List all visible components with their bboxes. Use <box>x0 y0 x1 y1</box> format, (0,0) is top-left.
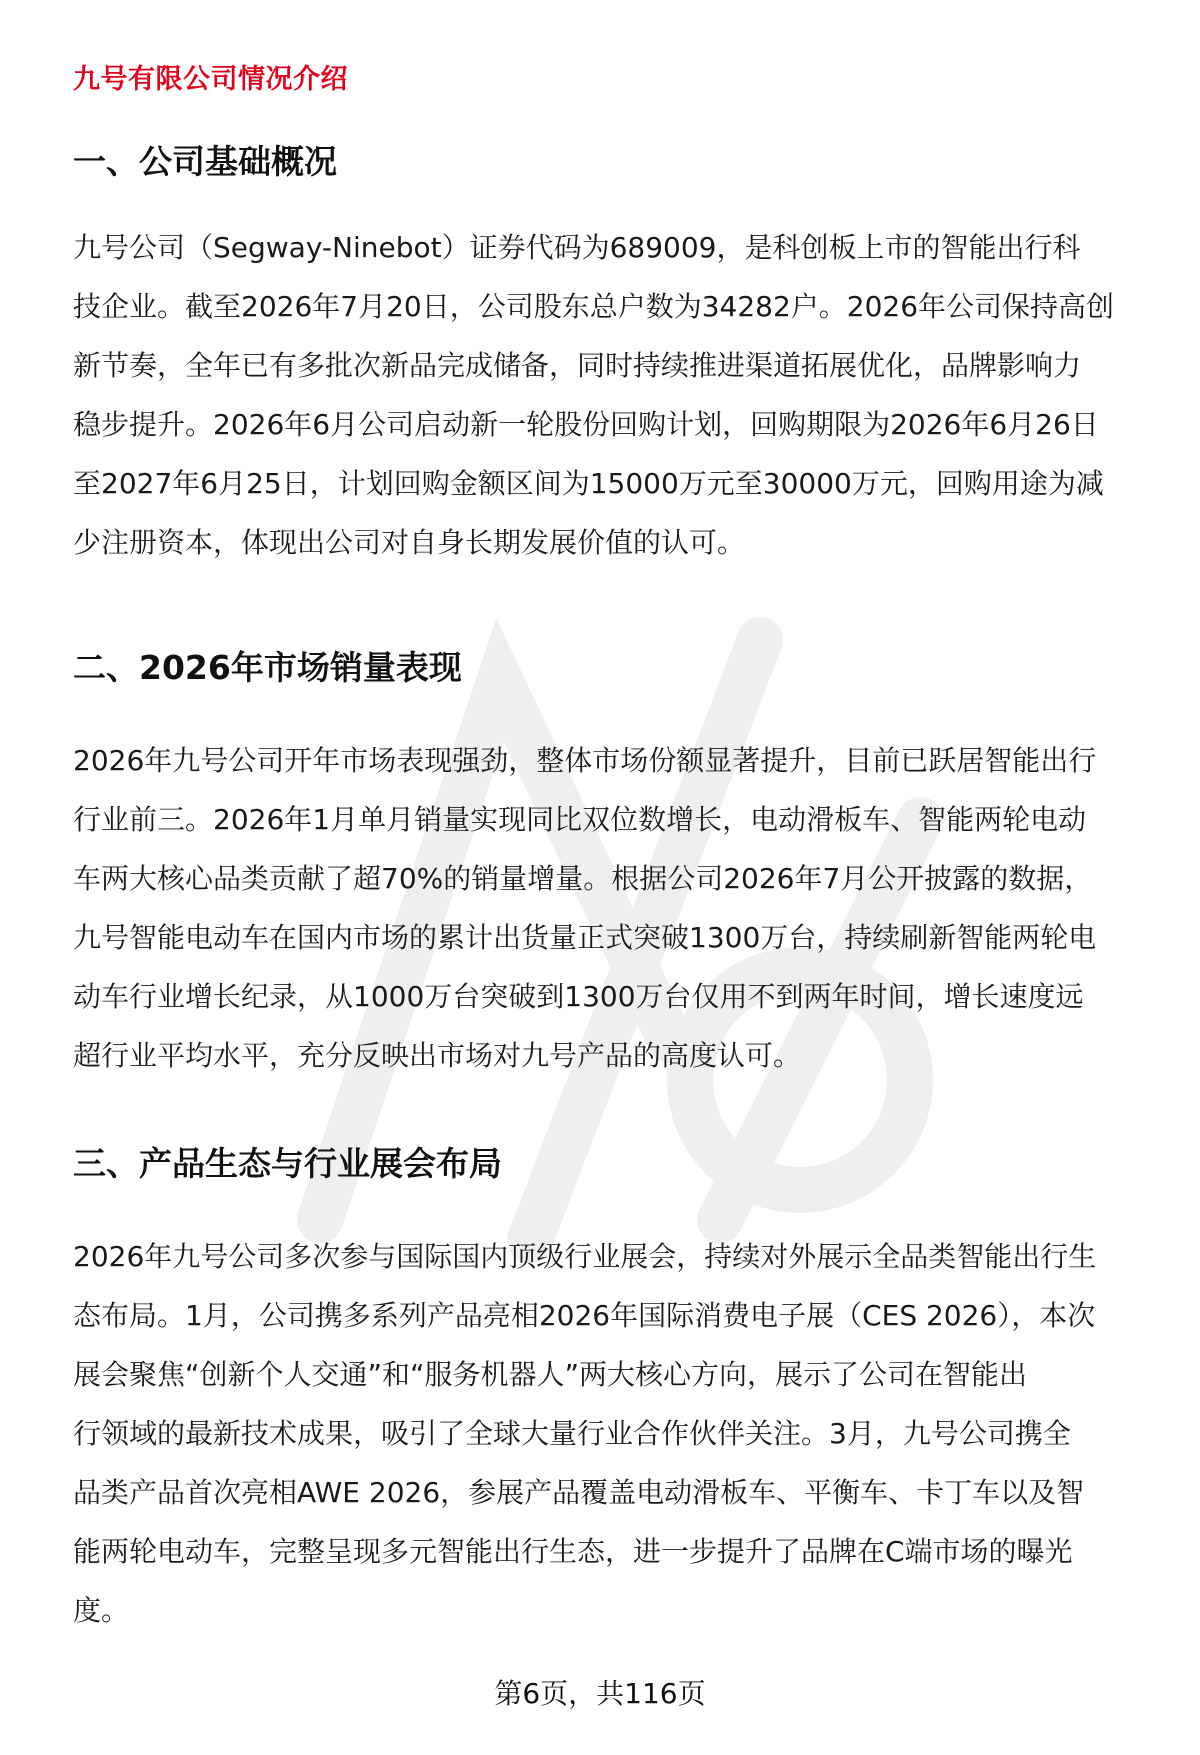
text-line: 行业前三。2026年1月单月销量实现同比双位数增长，电动滑板车、智能两轮电动 <box>73 803 1087 836</box>
text-line: 品类产品首次亮相AWE 2026，参展产品覆盖电动滑板车、平衡车、卡丁车以及智 <box>73 1476 1085 1509</box>
section-body-sales-performance <box>73 731 1143 1085</box>
section-heading-sales-performance: 二、2026年市场销量表现 <box>73 648 462 687</box>
text-line: 2026年九号公司开年市场表现强劲，整体市场份额显著提升，目前已跃居智能出行 <box>73 744 1097 777</box>
section-body-basic-overview <box>73 218 1143 572</box>
text-line: 展会聚焦“创新个人交通”和“服务机器人”两大核心方向，展示了公司在智能出 <box>73 1358 1028 1391</box>
text-line: 能两轮电动车，完整呈现多元智能出行生态，进一步提升了品牌在C端市场的曝光 <box>73 1535 1073 1568</box>
text-line: 九号公司（Segway-Ninebot）证券代码为689009，是科创板上市的智能出行科 <box>73 231 1081 264</box>
text-line: 行领域的最新技术成果，吸引了全球大量行业合作伙伴关注。3月，九号公司携全 <box>73 1417 1071 1450</box>
text-line: 少注册资本，体现出公司对自身长期发展价值的认可。 <box>73 526 746 559</box>
section-heading-product-ecosystem: 三、产品生态与行业展会布局 <box>73 1144 502 1183</box>
section-heading-basic-overview: 一、公司基础概况 <box>73 142 337 181</box>
text-line: 稳步提升。2026年6月公司启动新一轮股份回购计划，回购期限为2026年6月26日 <box>73 408 1099 441</box>
text-line: 态布局。1月，公司携多系列产品亮相2026年国际消费电子展（CES 2026），本次 <box>73 1299 1096 1332</box>
text-line: 至2027年6月25日，计划回购金额区间为15000万元至30000万元，回购用途为减 <box>73 467 1104 500</box>
text-line: 九号智能电动车在国内市场的累计出货量正式突破1300万台，持续刷新智能两轮电 <box>73 921 1097 954</box>
text-line: 2026年九号公司多次参与国际国内顶级行业展会，持续对外展示全品类智能出行生 <box>73 1240 1097 1273</box>
text-line: 超行业平均水平，充分反映出市场对九号产品的高度认可。 <box>73 1039 802 1072</box>
text-line: 技企业。截至2026年7月20日，公司股东总户数为34282户。2026年公司保持高创 <box>73 290 1115 323</box>
text-line: 度。 <box>73 1594 130 1627</box>
section-body-product-ecosystem <box>73 1227 1143 1640</box>
text-line: 新节奏，全年已有多批次新品完成储备，同时持续推进渠道拓展优化，品牌影响力 <box>73 349 1082 382</box>
text-line: 动车行业增长纪录，从1000万台突破到1300万台仅用不到两年时间，增长速度远 <box>73 980 1084 1013</box>
page-number-footer: 第6页，共116页 <box>494 1677 706 1710</box>
document-title: 九号有限公司情况介绍 <box>73 64 348 95</box>
text-line: 车两大核心品类贡献了超70%的销量增量。根据公司2026年7月公开披露的数据， <box>73 862 1093 895</box>
